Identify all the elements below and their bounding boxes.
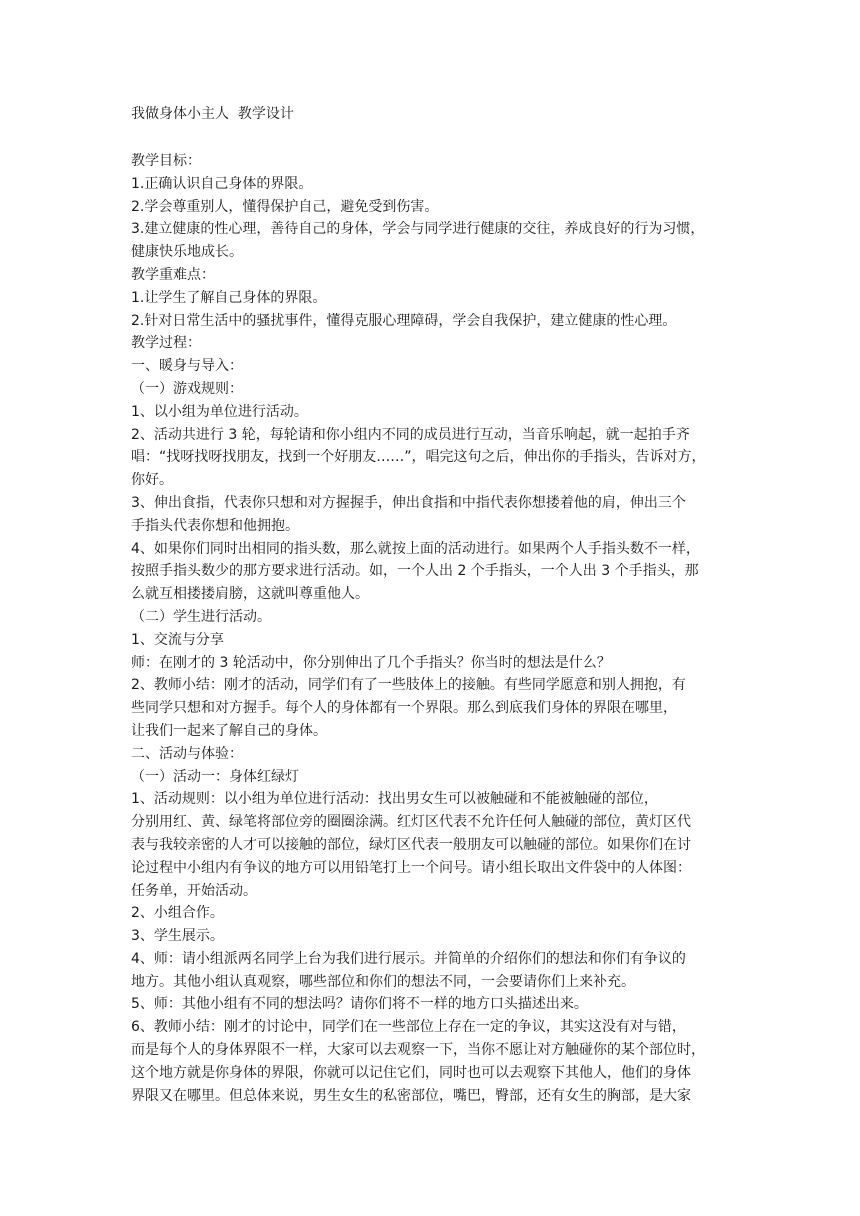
- text-line: 4、如果你们同时出相同的指头数，那么就按上面的活动进行。如果两个人手指头数不一样，: [131, 540, 700, 557]
- text-line: 界限又在哪里。但总体来说，男生女生的私密部位，嘴巴，臀部，还有女生的胸部，是大家: [131, 1087, 691, 1104]
- text-line: 1、活动规则：以小组为单位进行活动：找出男女生可以被触碰和不能被触碰的部位，: [131, 791, 658, 808]
- document-title: 我做身体小主人 教学设计: [131, 106, 294, 122]
- text-line: 表与我较亲密的人才可以接触的部位，绿灯区代表一般朋友可以触碰的部位。如果你们在讨: [131, 836, 691, 853]
- text-line: 师：在刚才的 3 轮活动中，你分别伸出了几个手指头？你当时的想法是什么？: [131, 654, 611, 671]
- text-line: （一）游戏规则：: [131, 380, 243, 397]
- text-line: 2、小组合作。: [131, 905, 224, 922]
- text-line: （二）学生进行活动。: [131, 608, 271, 625]
- text-line: 些同学只想和对方握手。每个人的身体都有一个界限。那么到底我们身体的界限在哪里，: [131, 700, 677, 717]
- text-line: 一、暖身与导入：: [131, 358, 243, 375]
- text-line: 而是每个人的身体界限不一样，大家可以去观察一下，当你不愿让对方触碰你的某个部位时，: [131, 1042, 705, 1059]
- text-line: 1.正确认识自己身体的界限。: [131, 175, 313, 192]
- text-line: 教学过程：: [131, 335, 201, 352]
- text-line: 任务单，开始活动。: [131, 882, 257, 899]
- text-line: 手指头代表你想和他拥抱。: [131, 517, 299, 534]
- text-line: 2.针对日常生活中的骚扰事件，懂得克服心理障碍，学会自我保护，建立健康的性心理。: [131, 312, 677, 329]
- text-line: （一）活动一：身体红绿灯: [131, 768, 299, 785]
- text-line: 2、教师小结：刚才的活动，同学们有了一些肢体上的接触。有些同学愿意和别人拥抱，有: [131, 677, 686, 694]
- text-line: 3、伸出食指，代表你只想和对方握握手，伸出食指和中指代表你想搂着他的肩，伸出三个: [131, 494, 686, 511]
- text-line: 么就互相搂搂肩膀，这就叫尊重他人。: [131, 586, 369, 603]
- text-line: 唱：“找呀找呀找朋友，找到一个好朋友……”，唱完这句之后，伸出你的手指头，告诉对方，: [131, 449, 706, 466]
- text-line: 4、师：请小组派两名同学上台为我们进行展示。并简单的介绍你们的想法和你们有争议的: [131, 950, 686, 967]
- text-line: 教学重难点：: [131, 266, 215, 283]
- document-body: [131, 150, 735, 1107]
- text-line: 让我们一起来了解自己的身体。: [131, 722, 327, 739]
- text-line: 1、交流与分享: [131, 631, 224, 648]
- text-line: 按照手指头数少的那方要求进行活动。如，一个人出 2 个手指头，一个人出 3 个手指头，那: [131, 563, 699, 580]
- text-line: 6、教师小结：刚才的讨论中，同学们在一些部位上存在一定的争议，其实这没有对与错，: [131, 1019, 686, 1036]
- text-line: 论过程中小组内有争议的地方可以用铅笔打上一个问号。请小组长取出文件袋中的人体图：: [131, 859, 691, 876]
- text-line: 这个地方就是你身体的界限，你就可以记住它们，同时也可以去观察下其他人，他们的身体: [131, 1064, 691, 1081]
- text-line: 1、以小组为单位进行活动。: [131, 403, 308, 420]
- text-line: 1.让学生了解自己身体的界限。: [131, 289, 327, 306]
- text-line: 3、学生展示。: [131, 928, 224, 945]
- text-line: 健康快乐地成长。: [131, 244, 243, 261]
- text-line: 5、师：其他小组有不同的想法吗？请你们将不一样的地方口头描述出来。: [131, 996, 588, 1013]
- text-line: 二、活动与体验：: [131, 745, 243, 762]
- text-line: 3.建立健康的性心理，善待自己的身体，学会与同学进行健康的交往，养成良好的行为习惯，: [131, 221, 705, 238]
- text-line: 教学目标：: [131, 153, 201, 169]
- text-line: 2、活动共进行 3 轮，每轮请和你小组内不同的成员进行互动，当音乐响起，就一起拍手齐: [131, 426, 690, 443]
- text-line: 地方。其他小组认真观察，哪些部位和你们的想法不同，一会要请你们上来补充。: [131, 973, 635, 990]
- text-line: 你好。: [131, 472, 173, 489]
- text-line: 分别用红、黄、绿笔将部位旁的圈圈涂满。红灯区代表不允许任何人触碰的部位，黄灯区代: [131, 814, 691, 831]
- text-line: 2.学会尊重别人，懂得保护自己，避免受到伤害。: [131, 198, 439, 215]
